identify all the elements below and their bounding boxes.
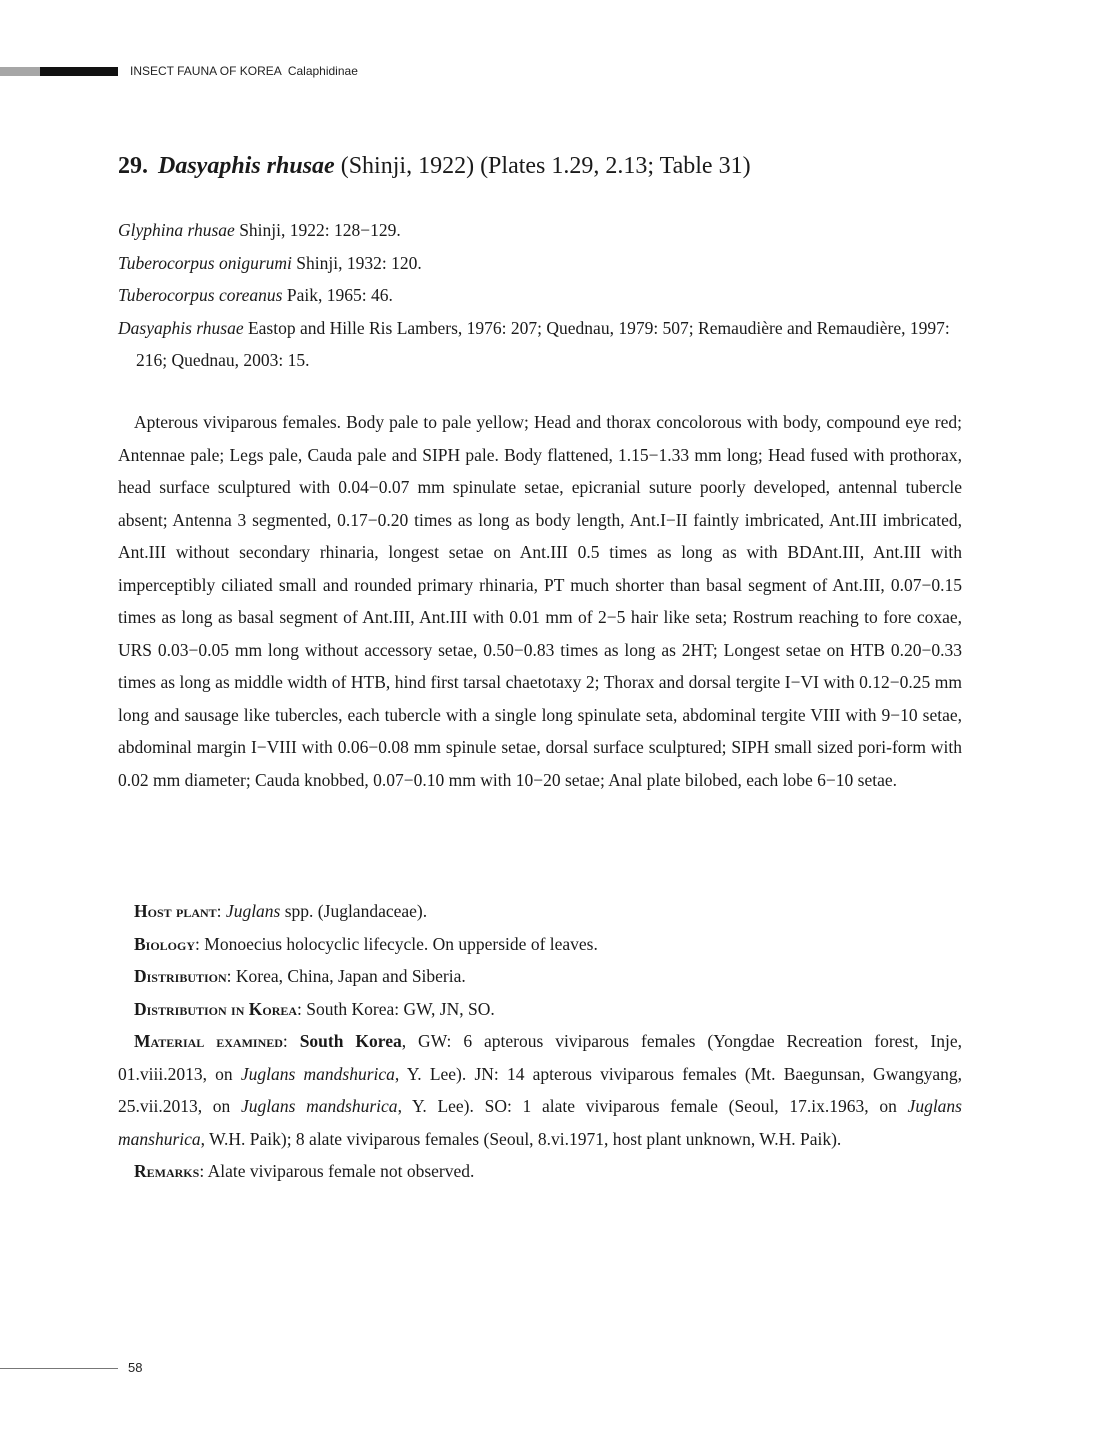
remarks-text: : Alate viviparous female not observed. [199,1161,475,1181]
header-bar-black [40,67,118,76]
material-host-2: Juglans mandshurica [241,1096,398,1116]
specimen-sections [118,895,962,1188]
synonymy-list [118,214,962,377]
material-label: Material examined [134,1031,283,1051]
material-line: Material examined: South Korea, GW: 6 apterous viviparous females (Yongdae Recreation forest, Inje, 01.viii.2013, on Juglans mandshurica, Y. Lee). JN: 14 apterous viviparous females (Mt. Baegunsan, Gwangyang, 25.vii.2013, on Juglans mandshurica, Y. Lee). SO: 1 alate viviparous female (Seoul, 17.ix.1963, on Juglans manshurica, W.H. Paik); 8 alate viviparous females (Seoul, 8.vi.1971, host plant unknown, W.H. Paik). [118,1031,962,1149]
host-genus: Juglans [225,901,281,921]
material-text-3: , Y. Lee). SO: 1 alate viviparous female (Seoul, 17.ix.1963, on [397,1096,908,1116]
synonym-name: Tuberocorpus coreanus [118,285,283,305]
synonym-citation: Shinji, 1922: 128−129. [234,220,401,240]
material-host-1: Juglans mandshurica [240,1063,395,1084]
species-author: (Shinji, 1922) [340,153,475,179]
material-country: South Korea [299,1031,402,1051]
synonym-citation: Shinji, 1932: 120. [291,252,422,273]
synonym-item [118,247,962,280]
biology-text: : Monoecius holocyclic lifecycle. On upperside of leaves. [195,933,598,954]
species-refs: (Plates 1.29, 2.13; Table 31) [480,153,751,179]
distribution-korea-line [118,993,962,1026]
distribution-text: : Korea, China, Japan and Siberia. [226,966,466,986]
distribution-label: Distribution [134,966,227,986]
species-number: 29. [118,153,148,179]
distribution-line [118,960,962,993]
footer-rule [0,1368,118,1369]
subfamily-title: Calaphidinae [287,64,358,78]
remarks-line [118,1155,962,1188]
remarks-label: Remarks [134,1161,200,1181]
synonym-citation: Eastop and Hille Ris Lambers, 1976: 207; Quednau, 1979: 507; Remaudière and Remaudière, 1997: 216; Quednau, 2003: 15. [136,317,950,370]
synonym-item [118,312,962,377]
material-host-3: Juglans manshurica [118,1096,962,1149]
host-plant-rest: spp. (Juglandaceae). [280,901,428,921]
host-plant-label: Host plant [134,901,217,921]
material-text-2: , Y. Lee). JN: 14 apterous viviparous females (Mt. Baegunsan, Gwangyang, 25.vii.2013, on [118,1063,962,1116]
synonym-item [118,279,962,312]
distribution-korea-text: : South Korea: GW, JN, SO. [297,998,495,1019]
synonym-name: Glyphina rhusae [118,220,235,240]
description-paragraph: Apterous viviparous females. Body pale to pale yellow; Head and thorax concolorous with body, compound eye red; Antennae pale; Legs pale, Cauda pale and SIPH pale. Body flattened, 1.15−1.33 mm long; Head fused with prothorax, head surface sculptured with 0.04−0.07 mm spinulate setae, epicranial suture poorly developed, antennal tubercle absent; Antenna 3 segmented, 0.17−0.20 times as long as body length, Ant.I−II faintly imbricated, Ant.III imbricated, Ant.III without secondary rhinaria, longest setae on Ant.III 0.5 times as long as with BDAnt.III, Ant.III with imperceptibly ciliated small and rounded primary rhinaria, PT much shorter than basal segment of Ant.III, 0.07−0.15 times as long as basal segment of Ant.III, Ant.III with 0.01 mm of 2−5 hair like seta; Rostrum reaching to fore coxae, URS 0.03−0.05 mm long without accessory setae, 0.50−0.83 times as long as 2HT; Longest setae on HTB 0.20−0.33 times as long as middle width of HTB, hind first tarsal chaetotaxy 2; Thorax and dorsal tergite I−VI with 0.12−0.25 mm long and sausage like tubercles, each tubercle with a single long spinulate seta, abdominal tergite VIII with 9−10 setae, abdominal margin I−VIII with 0.06−0.08 mm spinule setae, dorsal surface sculptured; SIPH small sized pori-form with 0.02 mm diameter; Cauda knobbed, 0.07−0.10 mm with 10−20 setae; Anal plate bilobed, each lobe 6−10 setae. [118,412,962,790]
page-number: 58 [128,1360,143,1375]
synonym-name: Tuberocorpus onigurumi [118,252,292,273]
species-name: Dasyaphis rhusae [158,153,335,179]
synonym-citation: Paik, 1965: 46. [282,285,393,305]
species-heading [118,150,751,182]
synonym-name: Dasyaphis rhusae [118,317,244,338]
host-plant-line: Host plant: Juglans spp. (Juglandaceae). [134,901,428,921]
biology-line [118,928,962,961]
running-head [130,64,358,78]
biology-label: Biology [134,933,196,954]
material-text-1: , GW: 6 apterous viviparous females (Yongdae Recreation forest, Inje, 01.viii.2013, on [118,1031,962,1084]
series-title: INSECT FAUNA OF KOREA [130,64,282,78]
material-text-4: , W.H. Paik); 8 alate viviparous females (Seoul, 8.vi.1971, host plant unknown, W.H. Paik). [200,1128,842,1149]
distribution-korea-label: Distribution in Korea [134,998,298,1019]
synonym-item [118,214,962,247]
header-bar-gray [0,67,40,76]
